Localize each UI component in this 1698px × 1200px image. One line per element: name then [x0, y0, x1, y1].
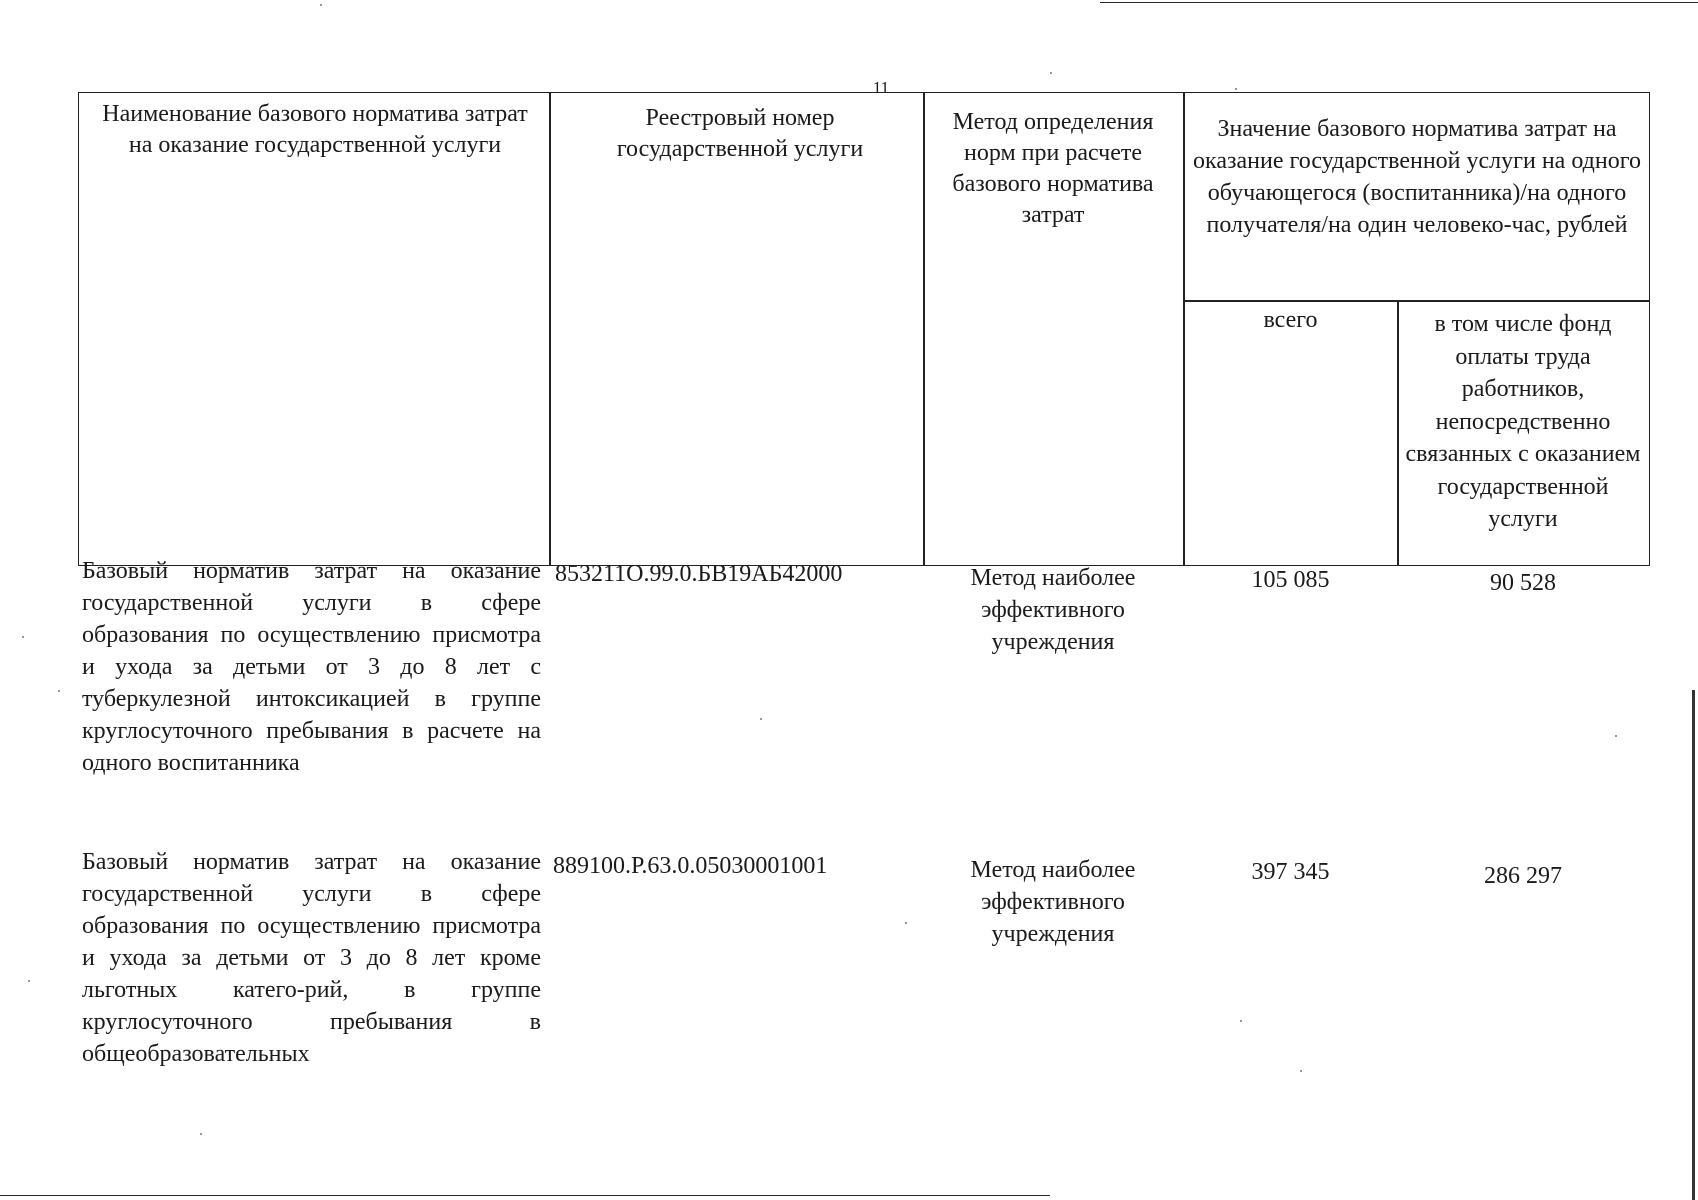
row-payroll: 90 528: [1490, 570, 1556, 596]
scan-edge-bottom: [0, 1195, 1050, 1196]
scan-edge-top: [1100, 2, 1698, 3]
header-method: Метод определения норм при расчете базового норматива затрат: [952, 109, 1154, 228]
column-divider: [923, 92, 925, 566]
scan-speck: [200, 1133, 202, 1135]
scan-speck: [1300, 1070, 1302, 1072]
scan-speck: [905, 922, 907, 924]
row-method: Метод наиболее эффективного учреждения: [970, 565, 1136, 655]
scan-speck: [1240, 1020, 1242, 1022]
scan-edge-right: [1692, 690, 1695, 1200]
header-name: Наименование базового норматива затрат на оказание государственной услуги: [102, 101, 528, 158]
header-registry-number: Реестровый номер государственной услуги: [616, 105, 864, 162]
column-divider: [549, 92, 551, 566]
row-service-name: Базовый норматив затрат на оказание государственной услуги в сфере образования по осуществлению присмотра и ухода за детьми от 3 до 8 лет с туберкулезной интоксикацией в группе круглосуточного пребывания в расчете на одного воспитанника: [82, 558, 541, 776]
subheader-divider: [1183, 300, 1650, 302]
header-value-group: Значение базового норматива затрат на оказание государственной услуги на одного обучающегося (воспитанника)/на одного получателя/на один человеко-час, рублей: [1193, 116, 1641, 238]
row-service-name: Базовый норматив затрат на оказание государственной услуги в сфере образования по осуществлению присмотра и ухода за детьми от 3 до 8 лет кроме льготных катего-рий, в группе круглосуточного пребывания в общеобразовательных: [82, 849, 541, 1067]
header-payroll: в том числе фонд оплаты труда работников, непосредственно связанных с оказанием государственной услуги: [1405, 311, 1641, 532]
row-registry-number: 853211О.99.0.БВ19АБ42000: [555, 561, 843, 587]
scan-speck: [760, 718, 762, 720]
row-total: 397 345: [1251, 859, 1330, 885]
page-number: 11: [872, 78, 890, 97]
scan-speck: [28, 980, 30, 982]
header-total: всего: [1263, 307, 1318, 333]
scan-speck: [22, 636, 24, 638]
scan-speck: [58, 690, 60, 692]
scan-speck: [1615, 735, 1617, 737]
row-method: Метод наиболее эффективного учреждения: [970, 857, 1136, 947]
scan-speck: [1235, 88, 1237, 90]
column-divider: [1397, 300, 1399, 566]
column-divider: [1183, 92, 1185, 566]
row-total: 105 085: [1251, 567, 1330, 593]
scan-speck: [1050, 72, 1052, 74]
row-payroll: 286 297: [1484, 863, 1562, 889]
scan-speck: [320, 4, 322, 6]
row-registry-number: 889100.Р.63.0.05030001001: [553, 853, 828, 879]
